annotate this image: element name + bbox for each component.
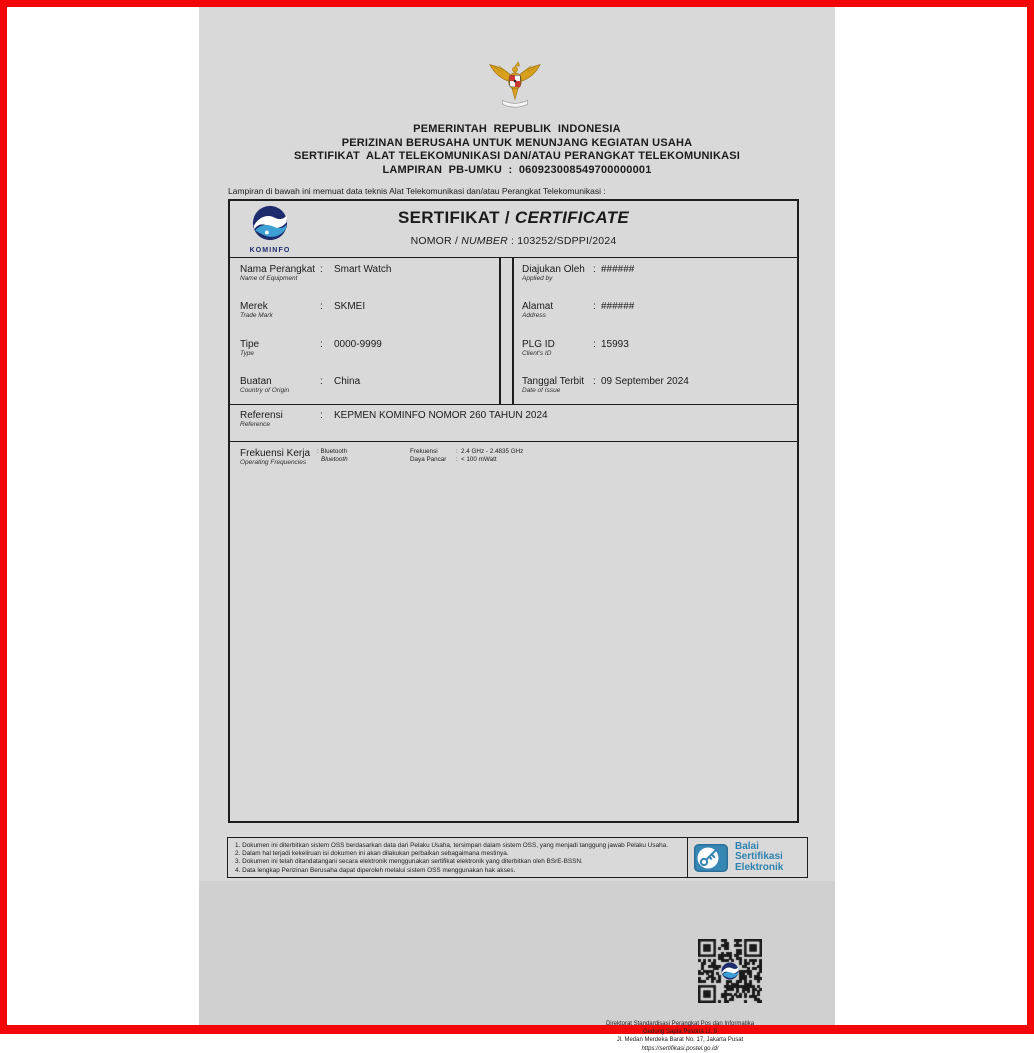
bse-key-icon [694,844,728,872]
field-colon: : [320,410,323,421]
title-separator: / [504,208,510,227]
detail-name: Daya Pancar [410,455,447,463]
header-line-certificate-type: SERTIFIKAT ALAT TELEKOMUNIKASI DAN/ATAU PERANGKAT TELEKOMUNIKASI [293,150,741,163]
reference-row [230,405,797,442]
frequency-details [410,448,523,464]
field-tipe [240,339,490,358]
certificate-number-value: 103252/SDPPI/2024 [517,235,617,247]
field-label: Tanggal Terbit [522,376,585,387]
field-label: PLG ID [522,339,555,350]
field-sublabel: Client's ID [522,350,552,357]
frequency-row [410,448,523,456]
field-colon: : [593,301,596,312]
bse-line-elektronik: Elektronik [735,861,784,873]
field-label: Nama Perangkat [240,264,316,275]
band-colon: : [317,448,319,455]
issuer-website: https://sertifikasi.postel.go.id/ [641,1045,719,1052]
number-label-english: NUMBER [461,235,508,247]
field-label: Frekuensi Kerja [240,448,311,459]
field-label: Tipe [240,339,260,350]
field-sublabel: Operating Frequencies [240,459,307,466]
field-merek [240,301,490,320]
field-label: Buatan [240,376,272,387]
number-colon: : [511,235,515,247]
field-sublabel: Applied by [522,275,553,282]
kominfo-wordmark: KOMINFO [249,247,291,254]
footer-note-3: 3. Dokumen ini telah ditandatangani secara elektronik menggunakan sertifikat elektronik yang diterbitkan oleh BSrE-BSSN. [235,858,583,866]
fields-divider-right-line [512,258,514,404]
field-tanggal-terbit [522,376,794,395]
issuer-directorate: Direktorat Standardisasi Perangkat Pos dan Informatika [605,1021,755,1027]
field-value: ###### [601,301,635,312]
number-label-indonesian: NOMOR [410,235,452,247]
fields-divider-left-line [499,258,501,404]
detail-colon: : [456,448,458,455]
field-label: Diajukan Oleh [522,264,585,275]
number-separator: / [454,235,459,247]
title-indonesian: SERTIFIKAT [397,208,500,227]
field-alamat [522,301,794,320]
field-colon: : [320,339,323,350]
field-value: SKMEI [334,301,366,312]
frequency-band [317,448,348,463]
field-value: 15993 [601,339,629,350]
field-sublabel: Reference [240,421,270,428]
certificate-title-row [230,201,797,258]
bse-logo-box [687,838,807,877]
device-fields-section [230,258,797,405]
power-row [410,456,523,464]
bse-line-balai: Balai [735,840,759,852]
field-label: Referensi [240,410,283,421]
band-indonesian: Bluetooth [320,448,348,455]
field-referensi [240,410,807,429]
field-sublabel: Name of Equipment [240,275,298,282]
footer-note-1: 1. Dokumen ini diterbitkan sistem OSS berdasarkan data dari Pelaku Usaha, tersimpan dalam sistem OSS, yang menjadi tanggung jawab Pelaku Usaha. [235,842,669,849]
band-english: Bluetooth [321,455,348,463]
detail-name: Frekuensi [410,448,438,455]
field-colon: : [593,339,596,350]
field-colon: : [320,376,323,387]
field-sublabel: Type [240,350,254,357]
field-sublabel: Address [522,312,546,319]
field-colon: : [593,264,596,275]
page-background [7,7,1027,1052]
footer-notes [235,842,668,875]
field-sublabel: Date of Issue [522,387,561,394]
footer-note-2: 2. Dalam hal terjadi kekeliruan isi dokumen ini akan dilakukan perbaikan sebagaimana mestinya. [235,850,509,858]
document-scan [199,7,835,1052]
field-value: Smart Watch [334,264,392,275]
field-value: ###### [601,264,635,275]
detail-colon: : [456,455,458,463]
field-value: 09 September 2024 [601,376,689,387]
field-value: KEPMEN KOMINFO NOMOR 260 TAHUN 2024 [334,410,548,421]
issuer-address-block [600,1020,760,1053]
detail-value: < 100 mWatt [461,455,497,463]
document-header [199,123,835,177]
field-nama-perangkat [240,264,490,283]
field-value: China [334,376,361,387]
field-sublabel: Country of Origin [240,387,290,394]
field-colon: : [593,376,596,387]
footer-note-4: 4. Data lengkap Perizinan Berusaha dapat diperoleh melalui sistem OSS menggunakan hak akses. [235,866,516,874]
field-label: Merek [240,301,268,312]
qr-code [698,939,762,1003]
qr-center-kominfo-icon [721,962,739,980]
bse-wordmark [735,842,783,874]
field-colon: : [320,264,323,275]
certificate-number-line [230,235,797,247]
field-label: Alamat [522,301,554,312]
field-sublabel: Trade Mark [240,312,273,319]
garuda-pancasila-emblem [486,52,544,114]
certificate-title [230,208,797,228]
attachment-note: Lampiran di bawah ini memuat data teknis Alat Telekomunikasi dan/atau Perangkat Telekomunikasi : [228,186,606,196]
header-line-lampiran-number: LAMPIRAN PB-UMKU : 060923008549700000001 [382,163,652,176]
title-english: CERTIFICATE [514,208,630,227]
device-fields-left [240,258,490,404]
header-line-government: PEMERINTAH REPUBLIK INDONESIA [413,123,621,135]
field-diajukan-oleh [522,264,794,283]
device-fields-right [522,258,794,404]
field-buatan [240,376,490,395]
issuer-street: Jl. Medan Merdeka Barat No. 17, Jakarta Pusat [616,1037,744,1044]
issuer-building: Gedung Sapta Pesona Lt. 8 [642,1029,718,1036]
footer-notes-box [227,837,808,878]
field-colon: : [320,301,323,312]
header-line-licensing: PERIZINAN BERUSAHA UNTUK MENUNJANG KEGIATAN USAHA [341,136,693,149]
field-value: 0000-9999 [334,339,382,350]
detail-value: 2.4 GHz - 2.4835 GHz [461,448,524,455]
bse-line-sertifikasi: Sertifikasi [735,851,783,863]
field-plg-id [522,339,794,358]
